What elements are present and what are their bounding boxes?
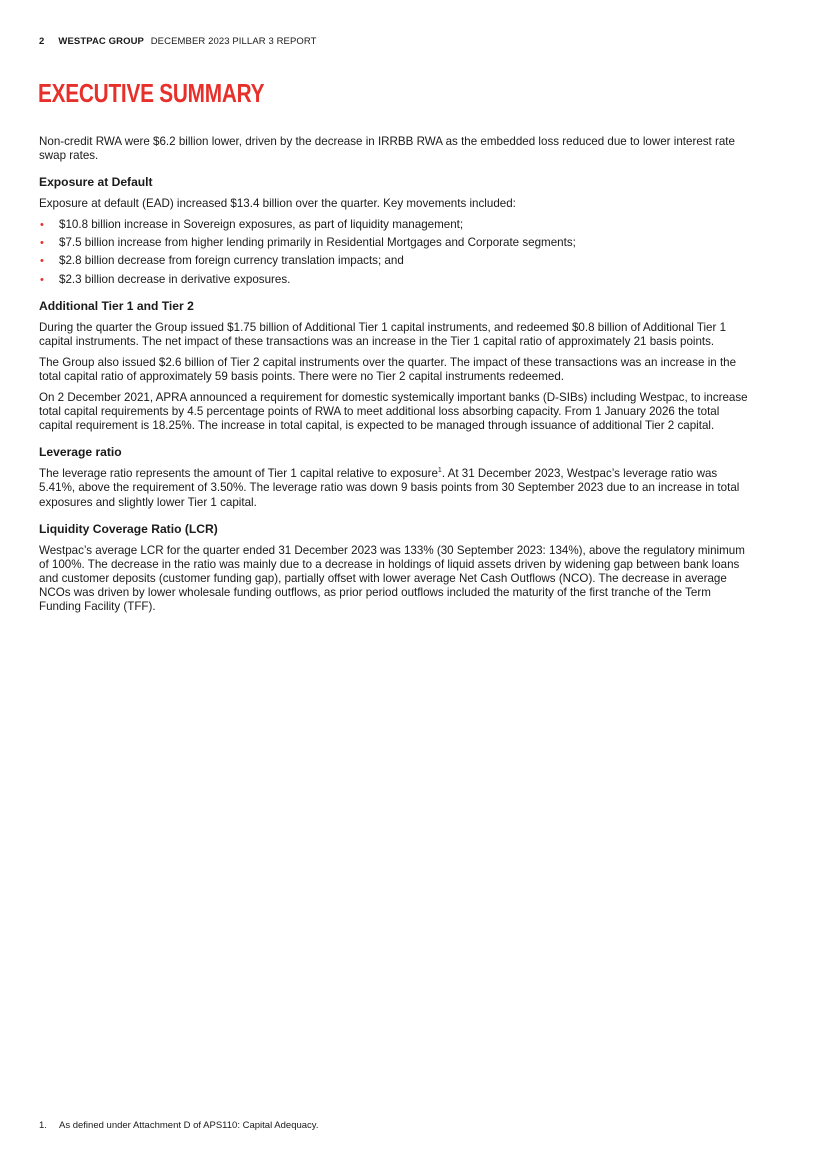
list-item-text: $7.5 billion increase from higher lending primarily in Residential Mortgages and Corporate segments; [59, 236, 576, 250]
leverage-paragraph [39, 467, 751, 509]
leverage-text-start: The leverage ratio represents the amount of Tier 1 capital relative to exposure [39, 467, 438, 481]
bullet-icon: • [40, 219, 44, 232]
bullet-icon: • [40, 273, 44, 286]
list-item-text: $2.3 billion decrease in derivative exposures. [59, 272, 291, 286]
section-heading-at1-t2: Additional Tier 1 and Tier 2 [39, 298, 194, 313]
list-item [39, 218, 751, 232]
footnote [39, 1120, 318, 1131]
at1-t2-paragraph: On 2 December 2021, APRA announced a requirement for domestic systemically important banks (D-SIBs) including Westpac, to increase total capital requirements by 4.5 percentage points of RWA to meet additional loss absorbing capacity. From 1 January 2026 the total capital requirement is 18.25%. The increase in total capital, is expected to be managed through issuance of additional Tier 2 capital. [39, 391, 748, 433]
list-item [39, 273, 751, 287]
footnote-number: 1. [39, 1120, 47, 1131]
bullet-icon: • [40, 255, 44, 268]
at1-t2-paragraph: The Group also issued $2.6 billion of Tier 2 capital instruments over the quarter. The impact of these transactions was an increase in the total capital ratio of approximately 59 basis points. There were no Tier 2 capital instruments redeemed. [39, 355, 737, 383]
brand-name: WESTPAC GROUP [58, 36, 144, 47]
page-number: 2 [39, 36, 45, 47]
ead-bullet-list [39, 218, 751, 286]
report-title: DECEMBER 2023 PILLAR 3 REPORT [150, 36, 317, 47]
at1-t2-paragraph: During the quarter the Group issued $1.75 billion of Additional Tier 1 capital instruments, and redeemed $0.8 billion of Additional Tier 1 capital instruments. The net impact of these transactions was an increase in the Tier 1 capital ratio of approximately 21 basis points. [39, 320, 727, 348]
bullet-icon: • [40, 237, 44, 250]
list-item [39, 254, 751, 268]
section-heading-ead: Exposure at Default [39, 175, 153, 190]
page-title: EXECUTIVE SUMMARY [38, 78, 265, 108]
lcr-paragraph: Westpac’s average LCR for the quarter ended 31 December 2023 was 133% (30 September 2023: 134%), above the regulatory minimum of 100%. The decrease in the ratio was mainly due to a decrease in holdings of liquid assets driven by widening gap between bank loans and customer deposits (customer funding gap), partially offset with lower average Net Cash Outflows (NCO). The decrease in average NCOs was driven by lower wholesale funding outflows, as prior period outflows included the maturity of the first tranche of the Term Funding Facility (TFF). [39, 543, 745, 613]
page-header [39, 36, 317, 47]
list-item-text: $10.8 billion increase in Sovereign exposures, as part of liquidity management; [59, 218, 464, 232]
ead-intro: Exposure at default (EAD) increased $13.4 billion over the quarter. Key movements included: [39, 197, 516, 211]
main-content [39, 135, 751, 621]
section-heading-lcr: Liquidity Coverage Ratio (LCR) [39, 521, 218, 536]
footnote-text: As defined under Attachment D of APS110: Capital Adequacy. [59, 1120, 319, 1131]
list-item-text: $2.8 billion decrease from foreign currency translation impacts; and [59, 254, 404, 268]
section-heading-leverage: Leverage ratio [39, 445, 122, 460]
intro-paragraph: Non-credit RWA were $6.2 billion lower, driven by the decrease in IRRBB RWA as the embedded loss reduced due to lower interest rate swap rates. [39, 135, 735, 163]
leverage-text-end: . At 31 December 2023, Westpac’s leverage ratio was 5.41%, above the requirement of 3.50%. The leverage ratio was down 9 basis points from 30 September 2023 due to an increase in total exposures and slightly lower Tier 1 capital. [39, 467, 740, 509]
list-item [39, 236, 751, 250]
footnote-reference: 1 [437, 467, 442, 475]
